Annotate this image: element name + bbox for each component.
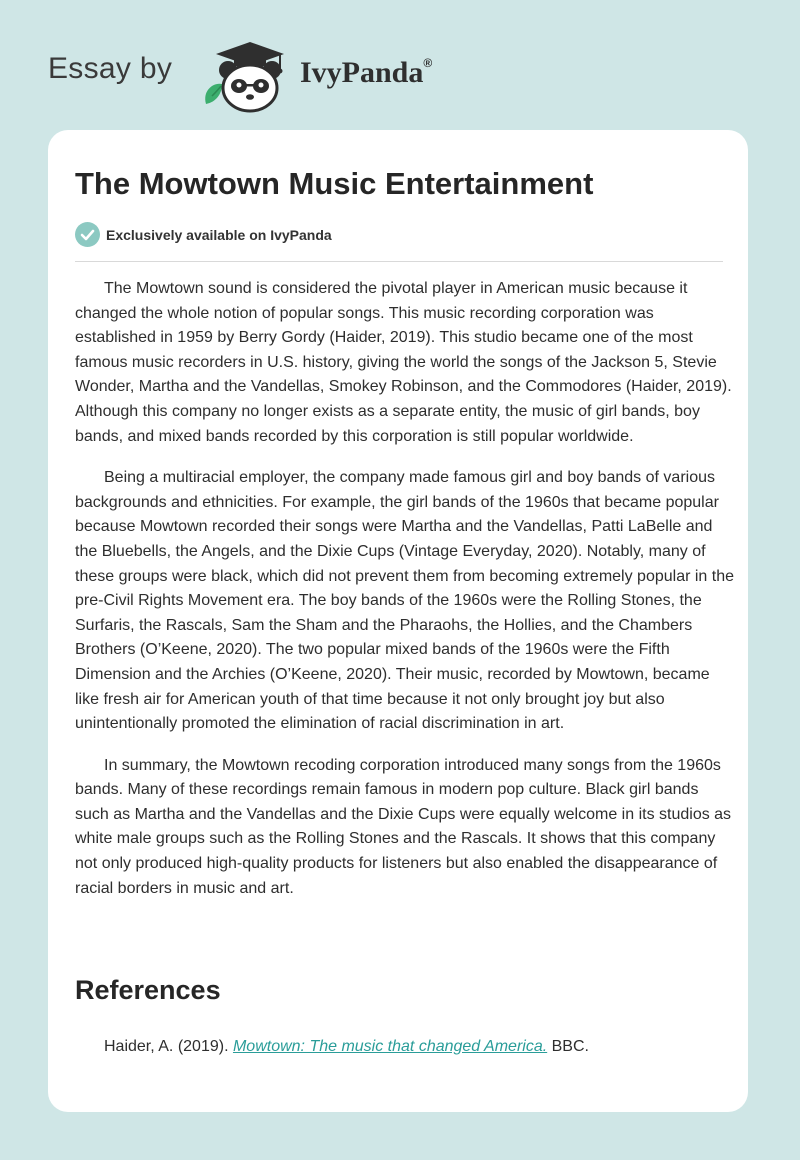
essay-body bbox=[75, 277, 735, 918]
references-heading: References bbox=[75, 975, 221, 1005]
trademark-symbol: ® bbox=[423, 56, 433, 70]
page-title: The Mowtown Music Entertainment bbox=[75, 166, 594, 201]
reference-link[interactable]: Mowtown: The music that changed America. bbox=[232, 1038, 548, 1055]
exclusive-badge-label: Exclusively available on IvyPanda bbox=[106, 227, 332, 243]
essay-by-label: Essay by bbox=[48, 52, 173, 85]
reference-prefix: Haider, A. (2019). bbox=[104, 1038, 233, 1055]
reference-item bbox=[104, 1038, 724, 1056]
panda-graduate-logo-icon[interactable] bbox=[200, 34, 296, 114]
reference-suffix: BBC. bbox=[547, 1038, 589, 1055]
paragraph: In summary, the Mowtown recoding corporation introduced many songs from the 1960s bands. Many of these recordings remain famous in modern pop culture. Black girl bands such as Martha and the Vandellas and the Dixie Cups were equally welcome in its studios as white male groups such as the Rolling Stones and the Rascals. It shows that this company not only produced high-quality products for listeners but also enabled the disappearance of racial borders in music and art. bbox=[75, 756, 732, 897]
check-circle-icon bbox=[75, 222, 100, 247]
brand-name[interactable] bbox=[300, 56, 432, 90]
site-header bbox=[48, 30, 648, 110]
brand-label: IvyPanda bbox=[300, 56, 424, 89]
divider bbox=[75, 261, 723, 262]
paragraph: The Mowtown sound is considered the pivotal player in American music because it changed the whole notion of popular songs. This music recording corporation was established in 1959 by Berry Gordy (Haider, 2019). This studio became one of the most famous music recorders in U.S. history, giving the world the songs of the Jackson 5, Stevie Wonder, Martha and the Vandellas, Smokey Robinson, and the Commodores (Haider, 2019). Although this company no longer exists as a separate entity, the music of girl bands, boy bands, and mixed bands recorded by this corporation is still popular worldwide. bbox=[75, 280, 732, 445]
paragraph: Being a multiracial employer, the company made famous girl and boy bands of various backgrounds and ethnicities. For example, the girl bands of the 1960s that became popular because Mowtown recorded their songs were Martha and the Vandellas, Patti LaBelle and the Bluebells, the Angels, and the Dixie Cups (Vintage Everyday, 2020). Notably, many of these groups were black, which did not prevent them from becoming extremely popular in the pre-Civil Rights Movement era. The boy bands of the 1960s were the Rolling Stones, the Surfaris, the Rascals, Sam the Sham and the Pharaohs, the Hollies, and the Chambers Brothers (O’Keene, 2020). The two popular mixed bands of the 1960s were the Fifth Dimension and the Archies (O’Keene, 2020). Their music, recorded by Mowtown, became like fresh air for American youth of that time because it not only brought joy but also unintentionally promoted the elimination of racial discrimination in art. bbox=[75, 469, 735, 733]
essay-card bbox=[48, 130, 748, 1112]
